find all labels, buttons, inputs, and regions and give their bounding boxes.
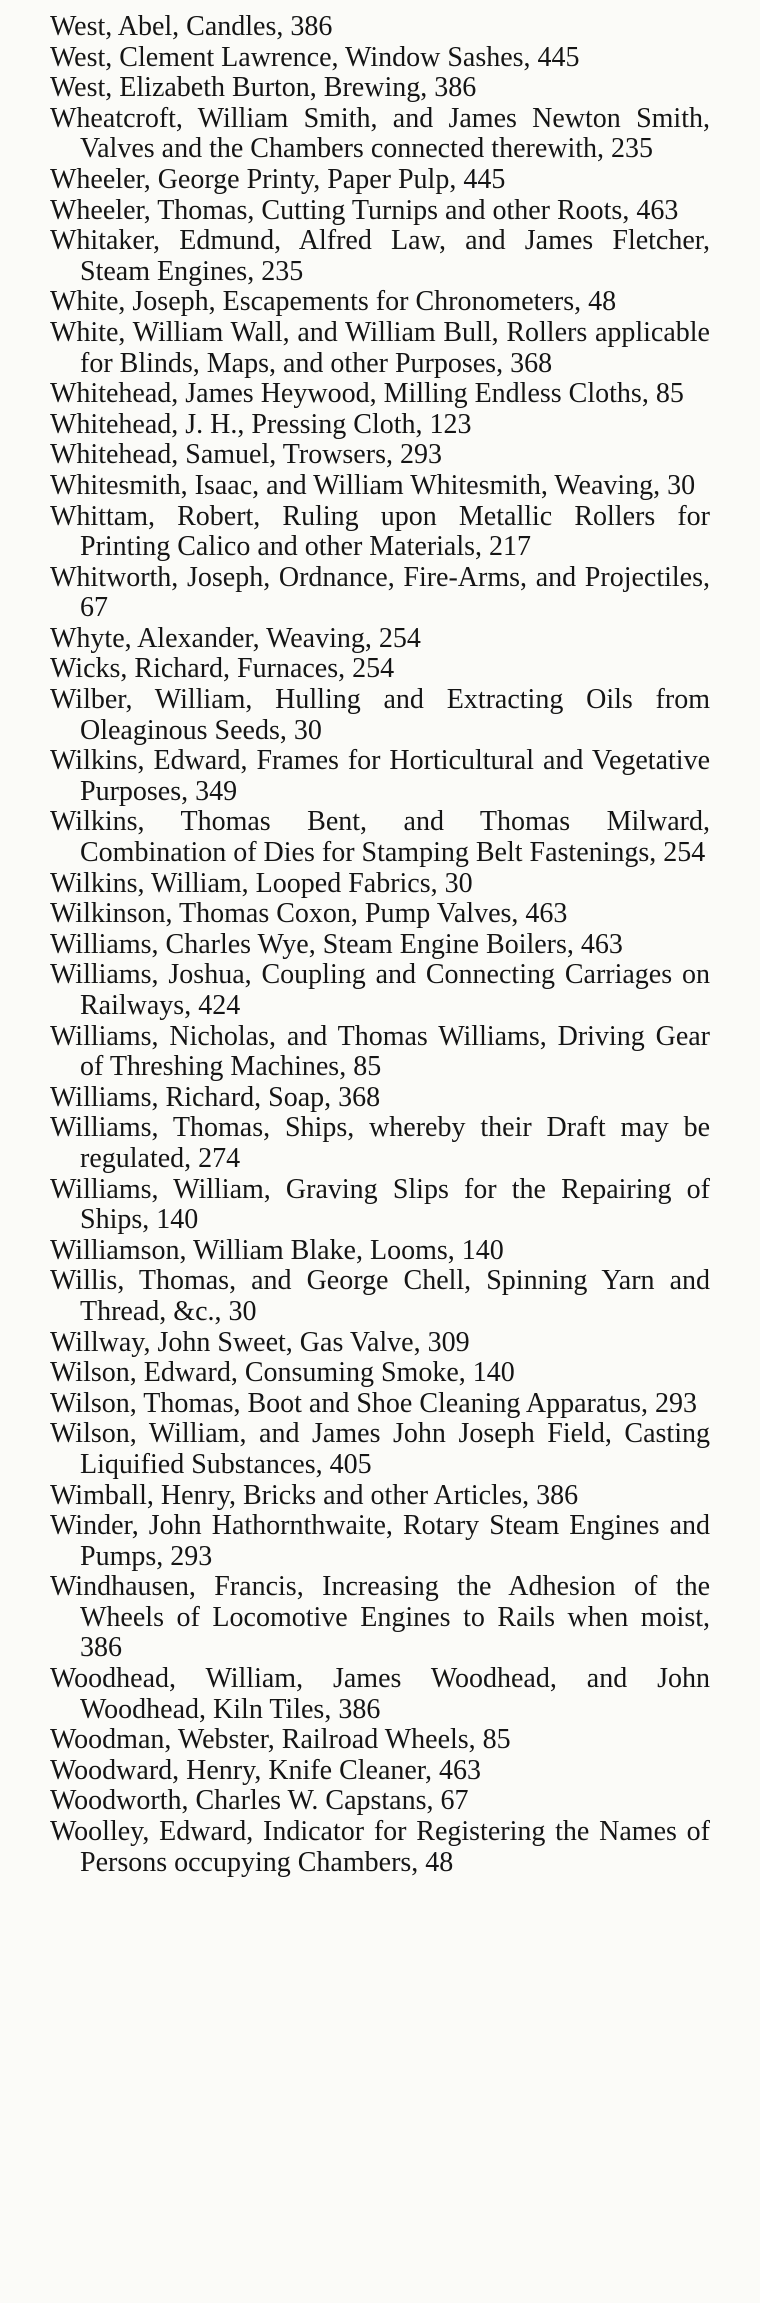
index-entry: Wilkins, Thomas Bent, and Thomas Milward, Combination of Dies for Stamping Belt Fastenings, 254: [50, 806, 710, 869]
index-entry: Wilkins, William, Looped Fabrics, 30: [50, 867, 473, 899]
index-entry: Wilson, Edward, Consuming Smoke, 140: [50, 1357, 515, 1389]
index-entry: Woodward, Henry, Knife Cleaner, 463: [50, 1754, 482, 1786]
index-entry: Willis, Thomas, and George Chell, Spinning Yarn and Thread, &c., 30: [50, 1265, 710, 1327]
index-entry: Whitehead, Samuel, Trowsers, 293: [50, 439, 442, 471]
index-entry: Wimball, Henry, Bricks and other Articles, 386: [50, 1479, 579, 1511]
index-entry: Woolley, Edward, Indicator for Registering the Names of Persons occupying Chambers, 48: [50, 1816, 710, 1878]
index-entry: Wilkinson, Thomas Coxon, Pump Valves, 463: [50, 898, 568, 930]
index-entry: West, Clement Lawrence, Window Sashes, 445: [50, 41, 580, 73]
index-entry: Williams, Thomas, Ships, whereby their Draft may be regulated, 274: [50, 1112, 710, 1174]
index-entry: Willway, John Sweet, Gas Valve, 309: [50, 1326, 470, 1358]
index-entry: Williams, Joshua, Coupling and Connecting Carriages on Railways, 424: [50, 959, 710, 1021]
index-entry: Williams, William, Graving Slips for the Repairing of Ships, 140: [50, 1173, 710, 1236]
index-entry: Wheeler, Thomas, Cutting Turnips and other Roots, 463: [50, 194, 679, 226]
index-entry: Woodhead, William, James Woodhead, and John Woodhead, Kiln Tiles, 386: [50, 1663, 710, 1725]
index-entry: West, Elizabeth Burton, Brewing, 386: [50, 72, 477, 104]
index-entry: Williams, Nicholas, and Thomas Williams, Driving Gear of Threshing Machines, 85: [50, 1020, 710, 1083]
index-entry: Wheatcroft, William Smith, and James Newton Smith, Valves and the Chambers connected therewith, 235: [50, 102, 710, 165]
index-entry: Wilson, Thomas, Boot and Shoe Cleaning Apparatus, 293: [50, 1387, 697, 1419]
index-entry: Whitaker, Edmund, Alfred Law, and James Fletcher, Steam Engines, 235: [50, 225, 710, 287]
index-entry: Winder, John Hathornthwaite, Rotary Steam Engines and Pumps, 293: [50, 1510, 710, 1572]
index-entry: Woodworth, Charles W. Capstans, 67: [50, 1785, 469, 1817]
index-entry: Williams, Richard, Soap, 368: [50, 1081, 381, 1113]
index-entry: Woodman, Webster, Railroad Wheels, 85: [50, 1724, 511, 1756]
index-entry: Wilkins, Edward, Frames for Horticultural and Vegetative Purposes, 349: [50, 745, 710, 807]
index-entry: Williamson, William Blake, Looms, 140: [50, 1234, 504, 1266]
index-entry: Wilber, William, Hulling and Extracting Oils from Oleaginous Seeds, 30: [50, 684, 710, 746]
index-entry: White, Joseph, Escapements for Chronometers, 48: [50, 286, 617, 318]
index-entry: Windhausen, Francis, Increasing the Adhesion of the Wheels of Locomotive Engines to Rails when moist, 386: [50, 1571, 710, 1664]
index-entry: Wicks, Richard, Furnaces, 254: [50, 653, 395, 685]
index-entry: White, William Wall, and William Bull, Rollers applicable for Blinds, Maps, and other Purposes, 368: [50, 316, 710, 379]
index-entry: Wilson, William, and James John Joseph Field, Casting Liquified Substances, 405: [50, 1418, 710, 1480]
index-entry: Whitesmith, Isaac, and William Whitesmith, Weaving, 30: [50, 469, 696, 501]
index-entry: Wheeler, George Printy, Paper Pulp, 445: [50, 163, 506, 195]
index-entry: Whitehead, J. H., Pressing Cloth, 123: [50, 408, 472, 440]
index-entry: Whittam, Robert, Ruling upon Metallic Rollers for Printing Calico and other Materials, 217: [50, 500, 710, 563]
index-entry: West, Abel, Candles, 386: [50, 11, 333, 42]
index-entry: Whitworth, Joseph, Ordnance, Fire-Arms, and Projectiles, 67: [50, 561, 710, 624]
index-entry: Williams, Charles Wye, Steam Engine Boilers, 463: [50, 928, 623, 960]
index-entry: Whitehead, James Heywood, Milling Endless Cloths, 85: [50, 378, 684, 410]
index-page: [50, 12, 710, 1878]
index-entry: Whyte, Alexander, Weaving, 254: [50, 622, 421, 654]
